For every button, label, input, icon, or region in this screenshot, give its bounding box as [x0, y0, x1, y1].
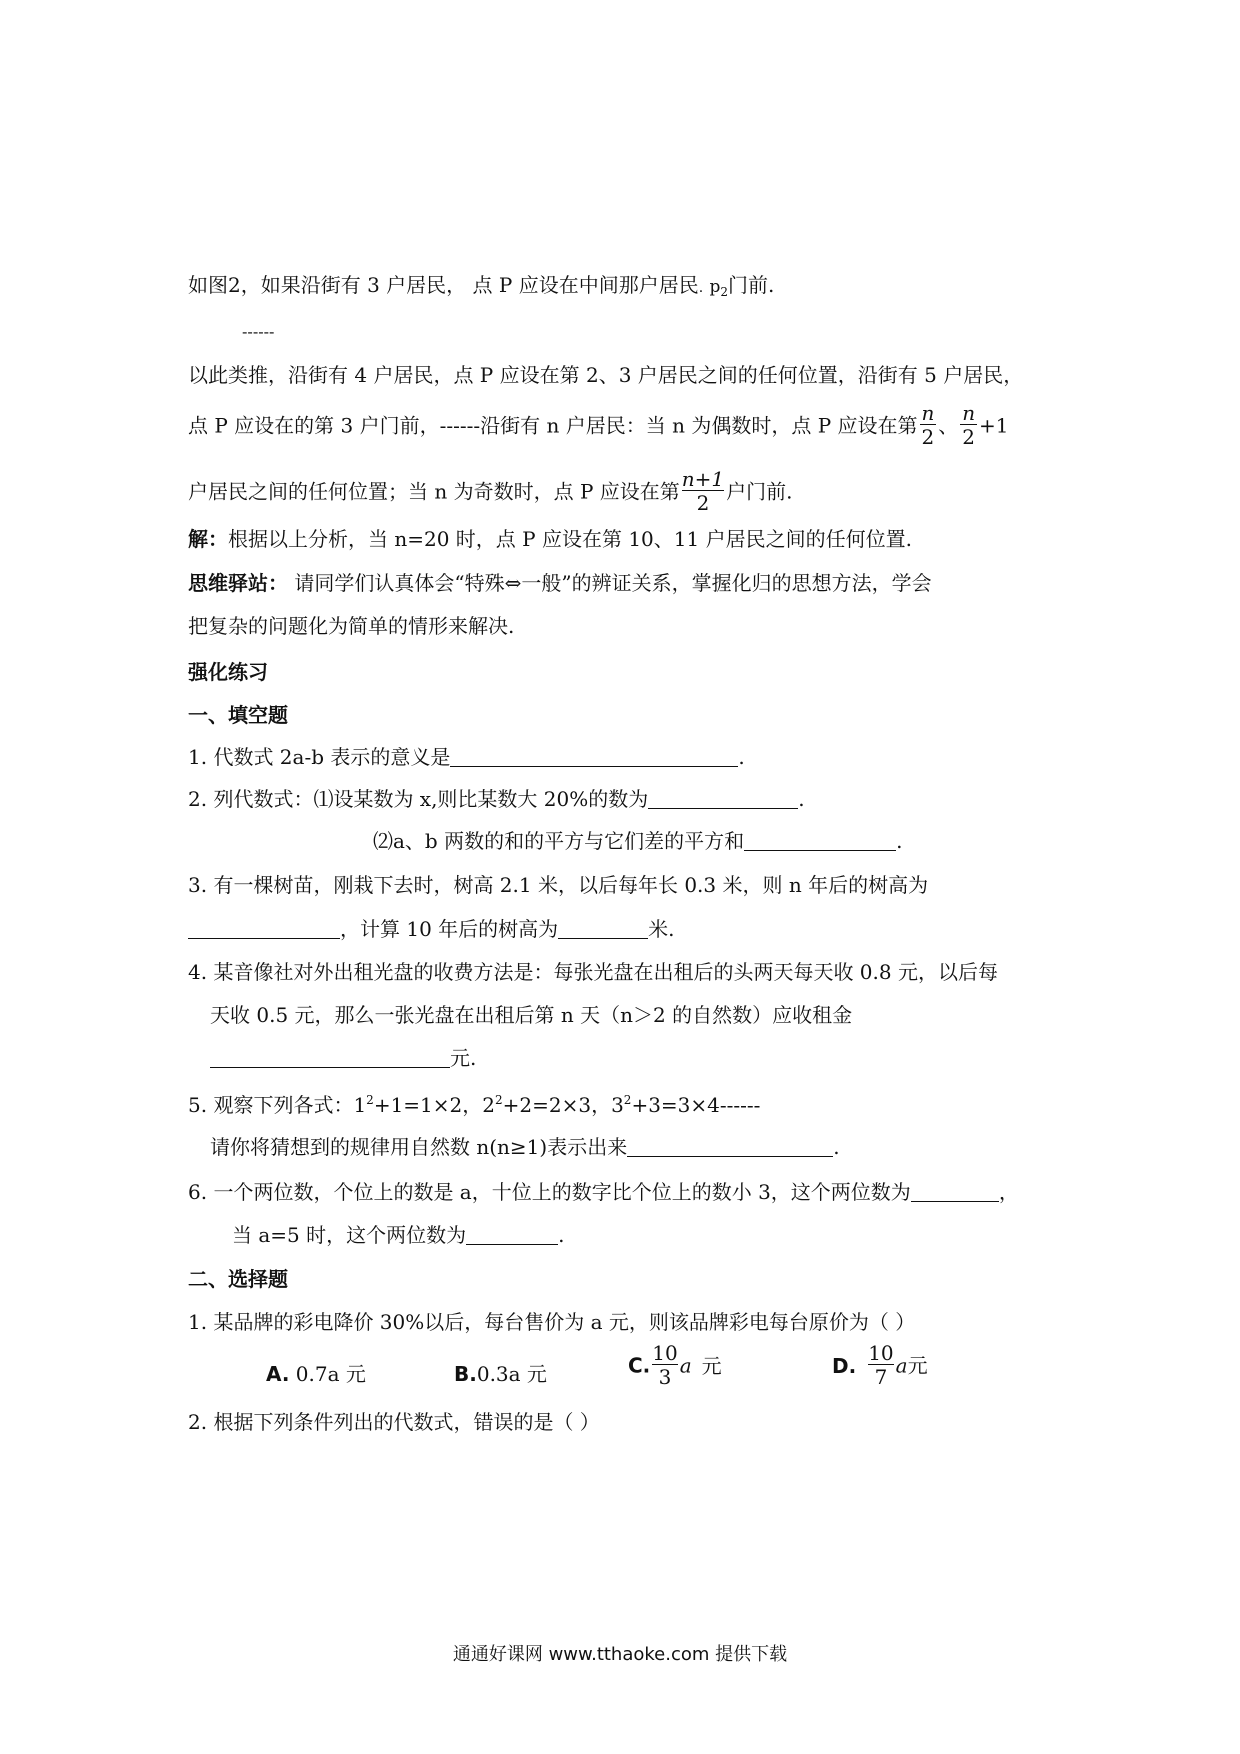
question-4c: [210, 1046, 476, 1070]
fraction-denominator: 7: [868, 1364, 893, 1389]
answer-blank-5[interactable]: [627, 1138, 833, 1157]
fraction-n-plus-1-over-2: [682, 468, 724, 515]
line-4-text: 点 P 应设在的第 3 户门前，------沿街有 n 户居民：当 n 为偶数时，点 P 应设在第: [188, 413, 918, 438]
answer-blank-3a[interactable]: [188, 920, 340, 939]
fraction-denominator: 3: [652, 1364, 677, 1389]
period: .: [798, 787, 805, 811]
q5-part-d: +3=3×4------: [631, 1093, 761, 1117]
option-c-label: C.: [628, 1353, 651, 1378]
option-b-text: 0.3a 元: [476, 1362, 547, 1386]
exponent: 2: [494, 1093, 503, 1107]
answer-blank-2a[interactable]: [648, 790, 798, 809]
option-c[interactable]: [628, 1342, 722, 1402]
ellipsis-line: ------: [242, 322, 275, 341]
fraction-10-over-3: [652, 1342, 677, 1389]
question-5b-text: 请你将猜想到的规律用自然数 n(n≥1)表示出来: [210, 1135, 628, 1159]
answer-blank-6b[interactable]: [466, 1226, 558, 1245]
solution-label: 解：: [188, 527, 228, 551]
fraction-n-over-2-second: [960, 402, 977, 449]
period: .: [896, 829, 903, 853]
fraction-10-over-7: [868, 1342, 893, 1389]
unit-yuan: 元.: [450, 1046, 477, 1070]
question-6: [188, 1180, 1019, 1204]
variable-a: a: [679, 1353, 692, 1378]
page-footer: 通通好课网 www.tthaoke.com 提供下载: [452, 1644, 788, 1665]
fraction-numerator: n: [962, 401, 976, 425]
option-b[interactable]: [454, 1362, 547, 1386]
question-5: [188, 1093, 760, 1117]
answer-blank-1[interactable]: [450, 748, 738, 767]
period: .: [558, 1223, 565, 1247]
comma: ，: [998, 1180, 1019, 1204]
question-1: [188, 745, 745, 769]
choice-question-1: 1. 某品牌的彩电降价 30%以后，每台售价为 a 元，则该品牌彩电每台原价为（ ）: [188, 1310, 916, 1334]
question-6-text: 6. 一个两位数，个位上的数是 a，十位上的数字比个位上的数小 3，这个两位数为: [188, 1180, 911, 1204]
option-a-text: 0.7a 元: [289, 1362, 366, 1386]
choice-question-2: 2. 根据下列条件列出的代数式，错误的是（ ）: [188, 1410, 600, 1434]
thinking-line: [188, 571, 932, 595]
fraction-numerator: n+1: [681, 467, 725, 491]
line-5-text: 户居民之间的任何位置；当 n 为奇数时，点 P 应设在第: [188, 479, 680, 504]
text-line-5: [188, 468, 793, 524]
answer-blank-3b[interactable]: [558, 920, 648, 939]
period: .: [738, 745, 745, 769]
text-line-4: [188, 402, 1008, 458]
option-a-label: A.: [266, 1362, 290, 1386]
answer-blank-2b[interactable]: [744, 832, 896, 851]
question-5b: [210, 1135, 840, 1159]
text-line-3: 以此类推，沿街有 4 户居民，点 P 应设在第 2、3 户居民之间的任何位置，沿街有 5 户居民，: [188, 363, 1024, 387]
variable-a: a: [895, 1353, 908, 1378]
answer-blank-4[interactable]: [210, 1049, 450, 1068]
option-d-label: D.: [832, 1353, 857, 1378]
p2-subscript: 2: [720, 285, 729, 299]
line-5-end: 户门前.: [726, 479, 793, 504]
line-1-end: 门前.: [728, 273, 775, 297]
fraction-numerator: 10: [868, 1341, 894, 1365]
thinking-label: 思维驿站：: [188, 571, 288, 595]
question-2: [188, 787, 805, 811]
fraction-numerator: 10: [652, 1341, 678, 1365]
question-3b-text: ，计算 10 年后的树高为: [340, 917, 559, 941]
question-6b-text: 当 a=5 时，这个两位数为: [232, 1223, 467, 1247]
q5-part-b: +1=1×2，2: [373, 1093, 495, 1117]
answer-blank-6a[interactable]: [911, 1183, 999, 1202]
separator: 、: [938, 413, 959, 438]
q5-part-c: +2=2×3，3: [502, 1093, 624, 1117]
fraction-denominator: 2: [682, 490, 724, 515]
exponent: 2: [623, 1093, 632, 1107]
unit-meters: 米.: [648, 917, 675, 941]
question-6b: [232, 1223, 564, 1247]
fraction-n-over-2: [920, 402, 937, 449]
text-line-8: 把复杂的问题化为简单的情形来解决.: [188, 614, 515, 638]
thinking-text: 请同学们认真体会“特殊⇔一般”的辨证关系，掌握化归的思想方法，学会: [288, 571, 932, 595]
question-2-text: 2. 列代数式：⑴设某数为 x,则比某数大 20%的数为: [188, 787, 649, 811]
option-b-label: B.: [454, 1362, 477, 1386]
option-c-text: 元: [701, 1353, 722, 1378]
question-3b: [188, 917, 675, 941]
question-2b-text: ⑵a、b 两数的和的平方与它们差的平方和: [373, 829, 745, 853]
question-4: 4. 某音像社对外出租光盘的收费方法是：每张光盘在出租后的头两天每天收 0.8 元，以后每: [188, 960, 998, 984]
solution-line: [188, 527, 912, 551]
solution-text: 根据以上分析，当 n=20 时，点 P 应设在第 10、11 户居民之间的任何位置.: [228, 527, 912, 551]
option-a[interactable]: [266, 1362, 366, 1386]
option-d-text: 元: [907, 1353, 928, 1378]
fraction-numerator: n: [921, 401, 935, 425]
question-3: 3. 有一棵树苗，刚栽下去时，树高 2.1 米，以后每年长 0.3 米，则 n 年后的树高为: [188, 873, 929, 897]
section-heading-fill-blank: 一、填空题: [188, 703, 288, 727]
question-4b: 天收 0.5 元，那么一张光盘在出租后第 n 天（n＞2 的自然数）应收租金: [210, 1003, 853, 1027]
q5-part-a: 5. 观察下列各式：1: [188, 1093, 367, 1117]
fraction-denominator: 2: [921, 425, 935, 449]
exponent: 2: [366, 1093, 374, 1107]
option-d[interactable]: [832, 1342, 928, 1402]
section-heading-practice: 强化练习: [188, 660, 268, 684]
p2-symbol: p: [709, 277, 721, 297]
question-1-text: 1. 代数式 2a-b 表示的意义是: [188, 745, 451, 769]
plus-one: +1: [979, 413, 1009, 438]
line-1-text: 如图2，如果沿街有 3 户居民， 点 P 应设在中间那户居民: [188, 273, 699, 297]
text-line-1: 如图2，如果沿街有 3 户居民， 点 P 应设在中间那户居民. $p_2$门前.: [188, 273, 775, 299]
fraction-denominator: 2: [962, 425, 975, 449]
period: .: [833, 1135, 840, 1159]
question-2b: [373, 829, 902, 853]
section-heading-multiple-choice: 二、选择题: [188, 1267, 288, 1291]
